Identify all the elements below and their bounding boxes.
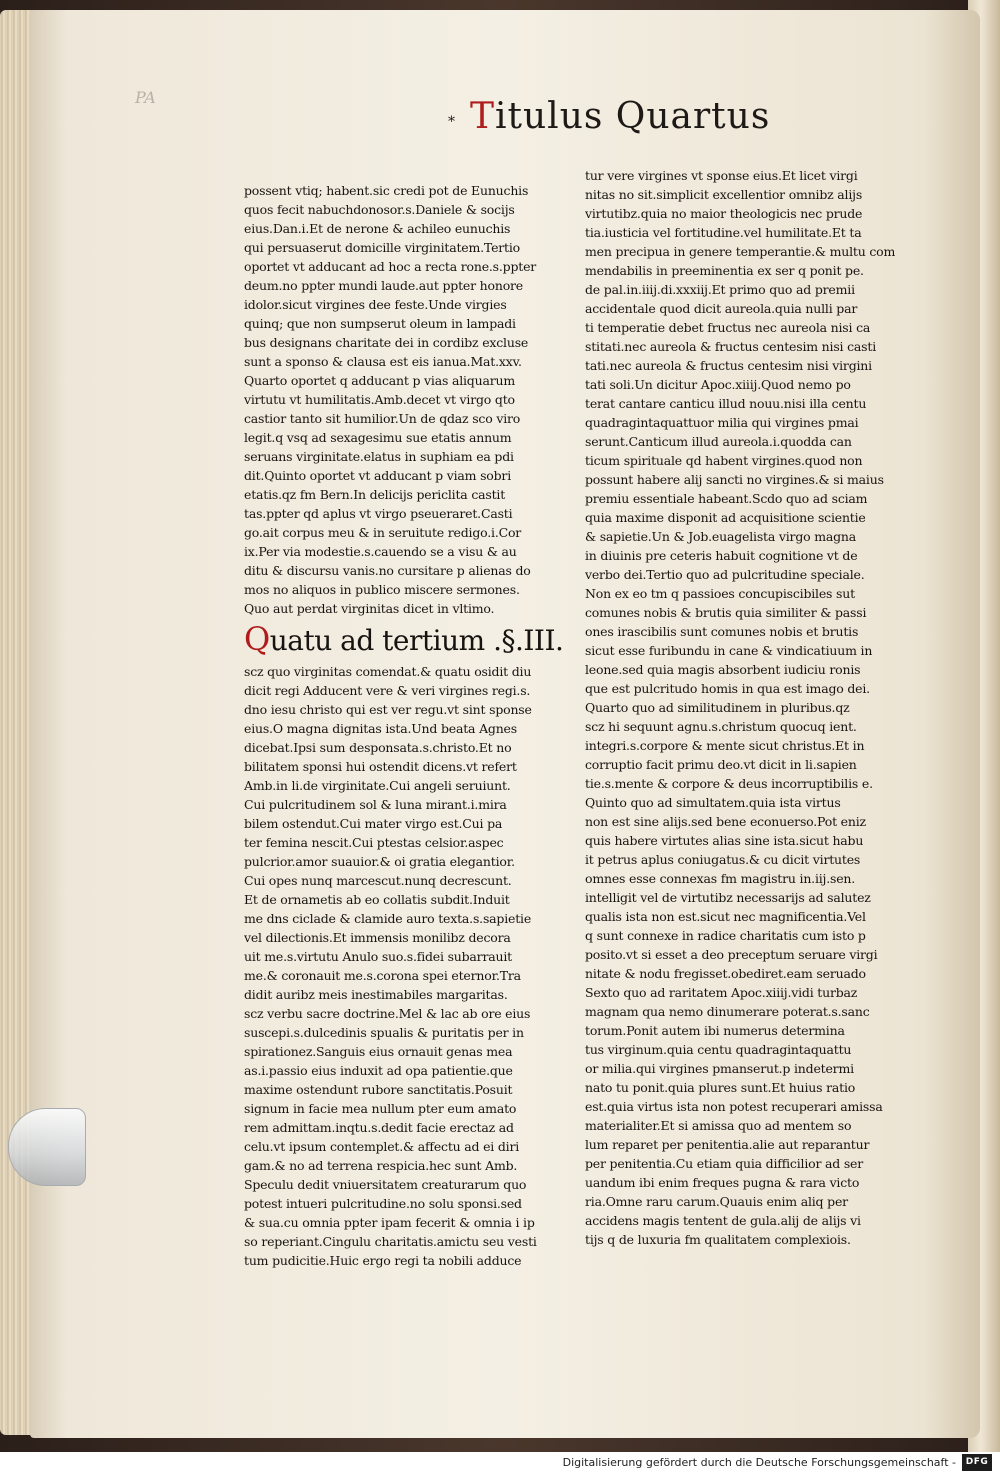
text-line: tie.s.mente & corpore & deus incorruptibilis e. [585,776,873,791]
book-clip [8,1108,86,1186]
text-line: comunes nobis & brutis quia similiter & passi [585,605,867,620]
text-line: premiu essentiale habeant.Scdo quo ad sciam [585,491,868,506]
text-line: & sua.cu omnia ppter ipam fecerit & omnia i ip [244,1215,535,1230]
text-line: ti temperatie debet fructus nec aureola nisi ca [585,320,871,335]
text-line: terat cantare canticu illud nouu.nisi illa centu [585,396,867,411]
text-line: non est sine alijs.sed bene econuerso.Pot eniz [585,814,866,829]
running-head-mark: * [448,114,456,130]
text-line: magnam qua nemo dinumerare poterat.s.sanc [585,1004,870,1019]
text-line: dicebat.Ipsi sum desponsata.s.christo.Et no [244,740,512,755]
text-line: scz quo virginitas comendat.& quatu osidit diu [244,664,532,679]
text-line: Non ex eo tm q passioes concupiscibiles sut [585,586,855,601]
text-line: ix.Per via modestie.s.cauendo se a visu & au [244,544,517,559]
text-line: tia.iusticia vel fortitudine.vel humilitate.Et ta [585,225,862,240]
digitization-footer [0,1452,1000,1475]
text-line: mendabilis in preeminentia ex ser q ponit pe. [585,263,864,278]
text-line: uandum ibi enim freques pugna & rara victo [585,1175,860,1190]
text-line: accidens magis tentent de gula.alij de alijs vi [585,1213,861,1228]
text-line: sunt a sponso & clausa est eis ianua.Mat.xxv. [244,354,522,369]
text-line: quia maxime disponit ad acquisitione scientie [585,510,866,525]
text-line: etatis.qz fm Bern.In delicijs periclita castit [244,487,506,502]
text-line: possent vtiq; habent.sic credi pot de Eunuchis [244,183,529,198]
text-line: rem admittam.inqtu.s.dedit facie erectaz ad [244,1120,514,1135]
text-line: deum.no ppter mundi laude.aut ppter honore [244,278,523,293]
text-line: eius.O magna dignitas ista.Und beata Agnes [244,721,517,736]
left-column-paragraph-1 [244,181,564,618]
text-line: ter femina nescit.Cui ptestas celsior.aspec [244,835,504,850]
text-line: tati soli.Un dicitur Apoc.xiiij.Quod nemo po [585,377,851,392]
text-line: bus designans charitate dei in cordibz excluse [244,335,529,350]
text-line: nitate & nodu fregisset.obediret.eam seruado [585,966,866,981]
text-line: Quinto quo ad simultatem.quia ista virtus [585,795,841,810]
text-line: ones irascibilis sunt comunes nobis et brutis [585,624,859,639]
text-line: Amb.in li.de virginitate.Cui angeli seruiunt. [244,778,511,793]
text-line: legit.q vsq ad sexagesimu sue etatis annum [244,430,512,445]
text-line: Speculu dedit vniuersitatem creaturarum quo [244,1177,527,1192]
text-line: est.quia virtus ista non potest recuperari amissa [585,1099,883,1114]
text-line: posito.vt si esset a deo preceptum seruare virgi [585,947,878,962]
right-column-paragraph [585,166,905,1249]
text-line: qualis ista non est.sicut nec magnificentia.Vel [585,909,866,924]
text-line: pulcrior.amor suauior.& oi gratia elegantior. [244,854,515,869]
text-line: per penitentia.Cu etiam quia difficilior ad ser [585,1156,864,1171]
text-line: corruptio facit primu deo.vt dicit in li.sapien [585,757,857,772]
text-line: men precipua in genere temperantie.& multu com [585,244,896,259]
left-column-paragraph-2 [244,662,564,1270]
text-line: didit auribz meis inestimabiles margaritas. [244,987,508,1002]
text-line: tus virginum.quia centu quadragintaquattu [585,1042,852,1057]
text-line: tum pudicitie.Huic ergo regi ta nobili adduce [244,1253,522,1268]
running-head [448,96,771,146]
text-line: quos fecit nabuchdonosor.s.Daniele & socijs [244,202,515,217]
text-line: ticum spirituale qd habent virgines.quod non [585,453,863,468]
text-line: vel dilectionis.Et immensis monilibz decora [244,930,511,945]
text-line: Quo aut perdat virginitas dicet in vltimo. [244,601,495,616]
text-column-right [585,166,905,1249]
text-line: possunt habere alij sancti no virgines.& si maius [585,472,884,487]
text-line: torum.Ponit autem ibi numerus determina [585,1023,845,1038]
text-line: que est pulcritudo homis in qua est imago dei. [585,681,870,696]
text-line: castior tanto sit humilior.Un de qdaz sco viro [244,411,521,426]
text-line: de pal.in.iiij.di.xxxiij.Et primo quo ad premii [585,282,855,297]
text-line: ditu & discursu vanis.no cursitare p alienas do [244,563,531,578]
text-line: integri.s.corpore & mente sicut christus.Et in [585,738,865,753]
text-line: nitas no sit.simplicit excellentior omnibz alijs [585,187,863,202]
text-line: sicut esse furibundu in cane & vindicatiuum in [585,643,873,658]
text-line: spirationez.Sanguis eius ornauit genas mea [244,1044,513,1059]
text-line: tur vere virgines vt sponse eius.Et licet virgi [585,168,858,183]
text-line: Cui opes nunq marcescut.nunq decrescunt. [244,873,512,888]
running-head-text: itulus Quartus [495,96,771,137]
section-heading-initial: Q [244,620,270,658]
dfg-logo: DFG [962,1454,992,1471]
text-line: or milia.qui virgines pmanserut.p indetermi [585,1061,854,1076]
text-line: tati.nec aureola & fructus centesim nisi virgini [585,358,872,373]
text-line: mos no aliquos in publico miscere sermones. [244,582,520,597]
text-line: stitati.nec aureola & fructus centesim nisi casti [585,339,876,354]
text-line: in diuinis pre ceteris habuit cognitione vt de [585,548,858,563]
text-line: omnes esse connexas fm magistru in.iij.sen. [585,871,856,886]
text-line: bilem ostendut.Cui mater virgo est.Cui pa [244,816,503,831]
text-line: seruans virginitate.elatus in suphiam ea pdi [244,449,514,464]
text-line: materialiter.Et si amissa quo ad mentem so [585,1118,852,1133]
text-line: virtutu vt humilitatis.Amb.decet vt virgo qto [244,392,515,407]
text-line: scz verbu sacre doctrine.Mel & lac ab ore eius [244,1006,531,1021]
text-line: as.i.passio eius induxit ad opa patientie.que [244,1063,513,1078]
text-line: dno iesu christo qui est ver regu.vt sint sponse [244,702,532,717]
text-line: nato tu ponit.quia plures sunt.Et huius ratio [585,1080,856,1095]
text-column-left [244,181,564,1270]
text-line: quadragintaquattuor milia qui virgines pmai [585,415,859,430]
text-line: qui persuaserut domicille virginitatem.Tertio [244,240,520,255]
text-line: potest intueri pulcritudine.no solu sponsi.sed [244,1196,522,1211]
text-line: maxime ostendunt rubore sanctitatis.Posuit [244,1082,513,1097]
text-line: scz hi sequunt agnu.s.christum quocuq ient. [585,719,857,734]
text-line: intelligit vel de virtutibz necessarijs ad salutez [585,890,871,905]
text-line: it petrus aplus coniugatus.& cu dicit virtutes [585,852,861,867]
text-line: dit.Quinto oportet vt adducant p viam sobri [244,468,512,483]
text-line: celu.vt ipsum contemplet.& affectu ad ei diri [244,1139,520,1154]
text-line: eius.Dan.i.Et de nerone & achileo eunuchis [244,221,511,236]
text-line: go.ait corpus meu & in seruitute redigo.i.Cor [244,525,522,540]
section-heading [244,622,564,660]
text-line: signum in facie mea nullum pter eum amato [244,1101,517,1116]
running-head-initial: T [470,96,496,137]
text-line: Sexto quo ad raritatem Apoc.xiiij.vidi turbaz [585,985,858,1000]
text-line: Quarto quo ad similitudinem in pluribus.qz [585,700,850,715]
text-line: leone.sed quia magis absorbent iudiciu ronis [585,662,861,677]
text-line: accidentale quod dicit aureola.quia nulli par [585,301,858,316]
text-line: serunt.Canticum illud aureola.i.quodda can [585,434,852,449]
text-line: oportet vt adducant ad hoc a recta rone.s.ppter [244,259,537,274]
text-line: tas.ppter qd aplus vt virgo pseueraret.Casti [244,506,513,521]
text-line: so reperiant.Cingulu charitatis.amictu seu vesti [244,1234,537,1249]
text-line: Cui pulcritudinem sol & luna mirant.i.mira [244,797,507,812]
text-line: verbo dei.Tertio quo ad pulcritudine speciale. [585,567,865,582]
text-line: quis habere virtutes alias sine ista.sicut habu [585,833,864,848]
text-line: lum reparet per penitentia.alie aut reparantur [585,1137,870,1152]
text-line: tijs q de luxuria fm qualitatem complexiois. [585,1232,851,1247]
text-line: idolor.sicut virgines dee feste.Unde virgies [244,297,507,312]
text-line: ria.Omne raru carum.Quauis enim aliq per [585,1194,848,1209]
text-line: q sunt connexe in radice charitatis cum isto p [585,928,866,943]
text-line: me.& coronauit me.s.corona spei eternor.Tra [244,968,521,983]
text-line: & sapietie.Un & Job.euagelista virgo magna [585,529,857,544]
text-line: dicit regi Adducent vere & veri virgines regi.s. [244,683,531,698]
footer-credit: Digitalisierung gefördert durch die Deutsche Forschungsgemeinschaft - [562,1456,956,1469]
text-line: uit me.s.virtutu Anulo suo.s.fidei subarrauit [244,949,512,964]
text-line: quinq; que non sumpserut oleum in lampadi [244,316,516,331]
text-line: Et de ornametis ab eo collatis subdit.Induit [244,892,510,907]
text-line: virtutibz.quia no maior theologicis nec prude [585,206,863,221]
pencil-mark: PA [135,88,156,107]
text-line: gam.& no ad terrena respicia.hec sunt Amb. [244,1158,518,1173]
text-line: me dns ciclade & clamide auro texta.s.sapietie [244,911,532,926]
section-heading-text: uatu ad tertium .§.III. [269,624,564,657]
text-line: suscepi.s.dulcedinis spualis & puritatis per in [244,1025,524,1040]
text-line: Quarto oportet q adducant p vias aliquarum [244,373,515,388]
text-line: bilitatem sponsi hui ostendit dicens.vt refert [244,759,517,774]
